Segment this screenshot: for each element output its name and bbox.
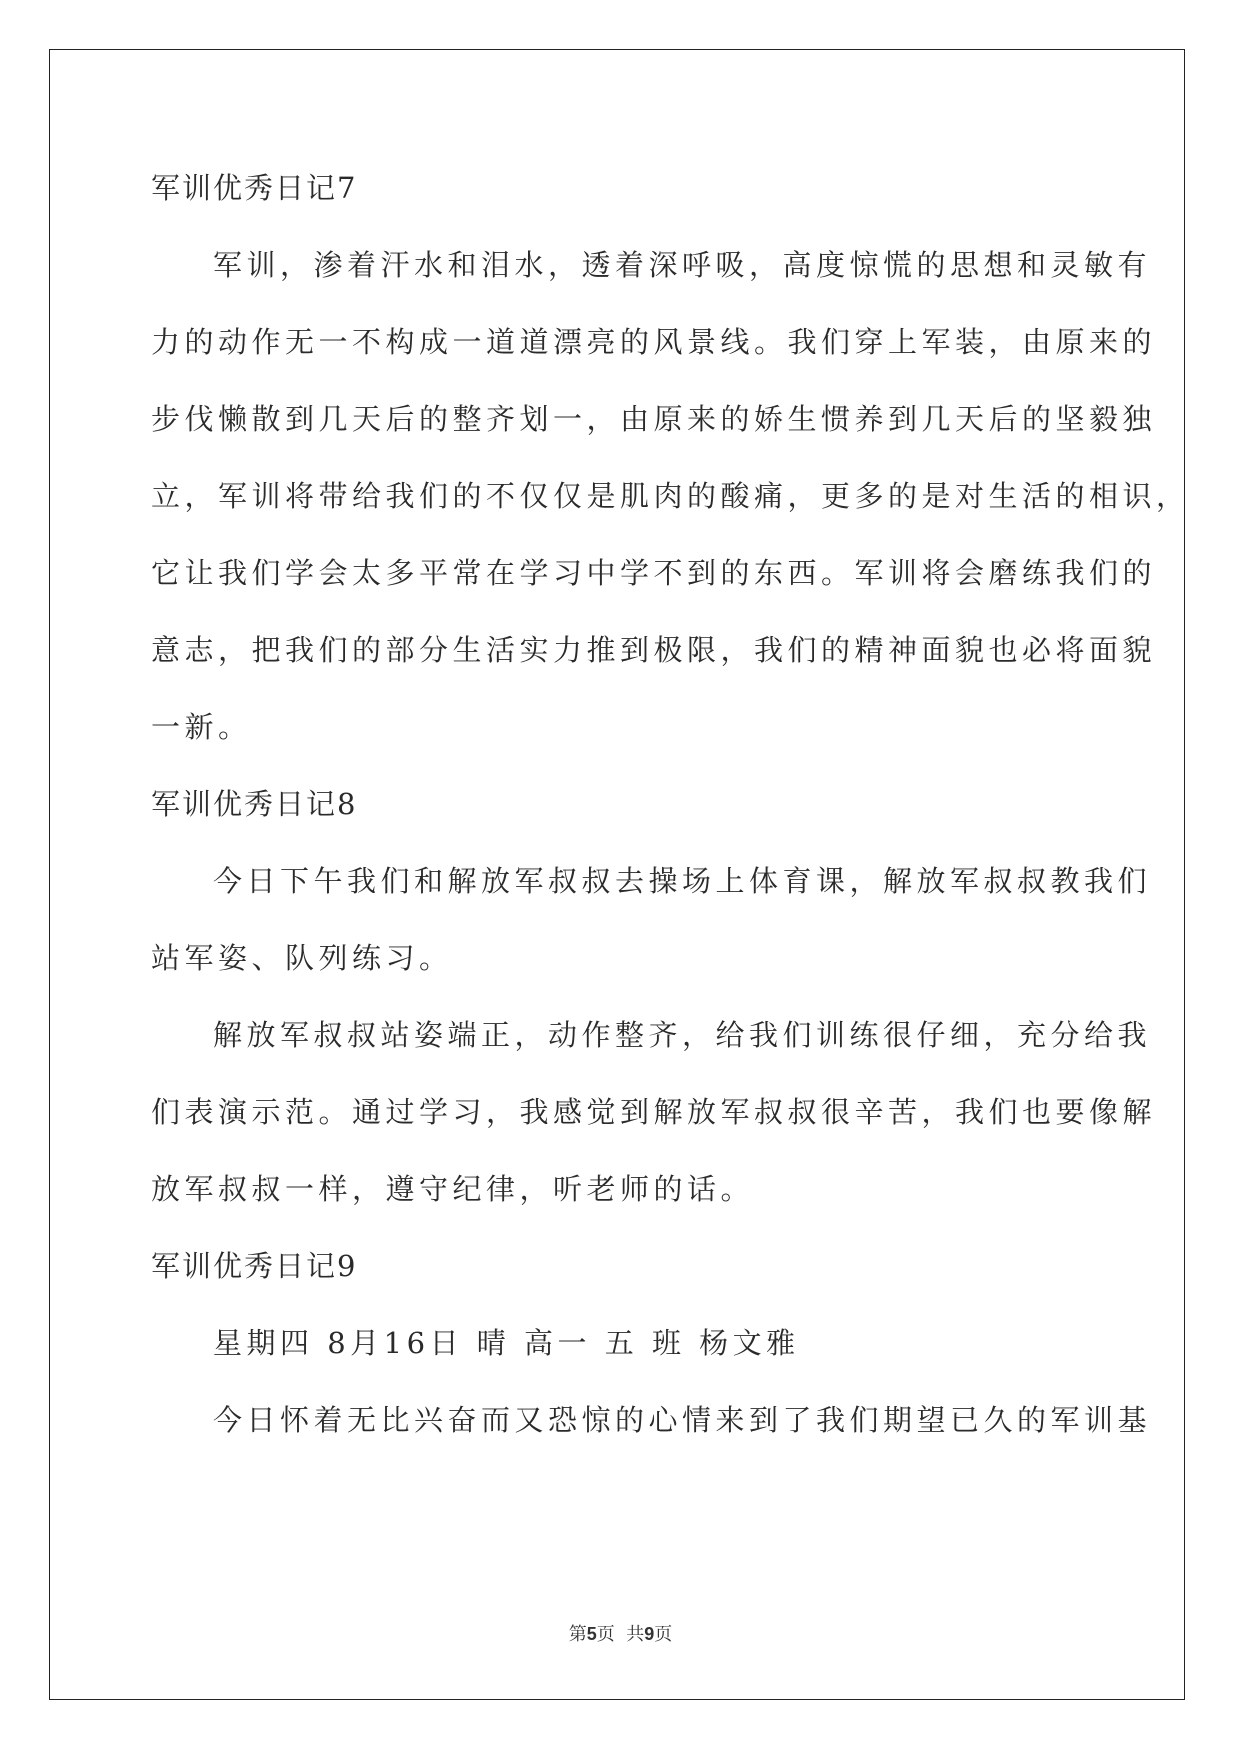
paragraph-line: 立，军训将带给我们的不仅仅是肌肉的酸痛，更多的是对生活的相识， bbox=[151, 479, 1190, 513]
current-page-number: 5 bbox=[586, 1624, 597, 1644]
paragraph-line: 步伐懒散到几天后的整齐划一，由原来的娇生惯养到几天后的坚毅独 bbox=[151, 402, 1157, 436]
paragraph-line: 军训，渗着汗水和泪水，透着深呼吸，高度惊慌的思想和灵敏有 bbox=[213, 248, 1152, 282]
paragraph-line: 它让我们学会太多平常在学习中学不到的东西。军训将会磨练我们的 bbox=[151, 556, 1157, 590]
total-pages-number: 9 bbox=[644, 1624, 655, 1644]
paragraph-line: 站军姿、队列练习。 bbox=[151, 941, 453, 975]
section-heading: 军训优秀日记7 bbox=[151, 171, 358, 205]
paragraph-line: 今日怀着无比兴奋而又恐惊的心情来到了我们期望已久的军训基 bbox=[213, 1403, 1152, 1437]
diary-date-line: 星期四 8月16日 晴 高一 五 班 杨文雅 bbox=[213, 1326, 800, 1360]
paragraph-line: 解放军叔叔站姿端正，动作整齐，给我们训练很仔细，充分给我 bbox=[213, 1018, 1152, 1052]
page-footer bbox=[0, 1620, 1241, 1646]
paragraph-line: 们表演示范。通过学习，我感觉到解放军叔叔很辛苦，我们也要像解 bbox=[151, 1095, 1157, 1129]
footer-suffix: 页 bbox=[654, 1624, 673, 1645]
footer-mid: 页 共 bbox=[596, 1624, 645, 1645]
paragraph-line: 意志，把我们的部分生活实力推到极限，我们的精神面貌也必将面貌 bbox=[151, 633, 1157, 667]
section-heading: 军训优秀日记8 bbox=[151, 787, 358, 821]
paragraph-line: 力的动作无一不构成一道道漂亮的风景线。我们穿上军装，由原来的 bbox=[151, 325, 1157, 359]
section-heading: 军训优秀日记9 bbox=[151, 1249, 358, 1283]
paragraph-line: 放军叔叔一样，遵守纪律，听老师的话。 bbox=[151, 1172, 755, 1206]
paragraph-line: 今日下午我们和解放军叔叔去操场上体育课，解放军叔叔教我们 bbox=[213, 864, 1152, 898]
document-body bbox=[151, 162, 1190, 1471]
paragraph-line: 一新。 bbox=[151, 710, 252, 744]
footer-prefix: 第 bbox=[568, 1624, 587, 1645]
